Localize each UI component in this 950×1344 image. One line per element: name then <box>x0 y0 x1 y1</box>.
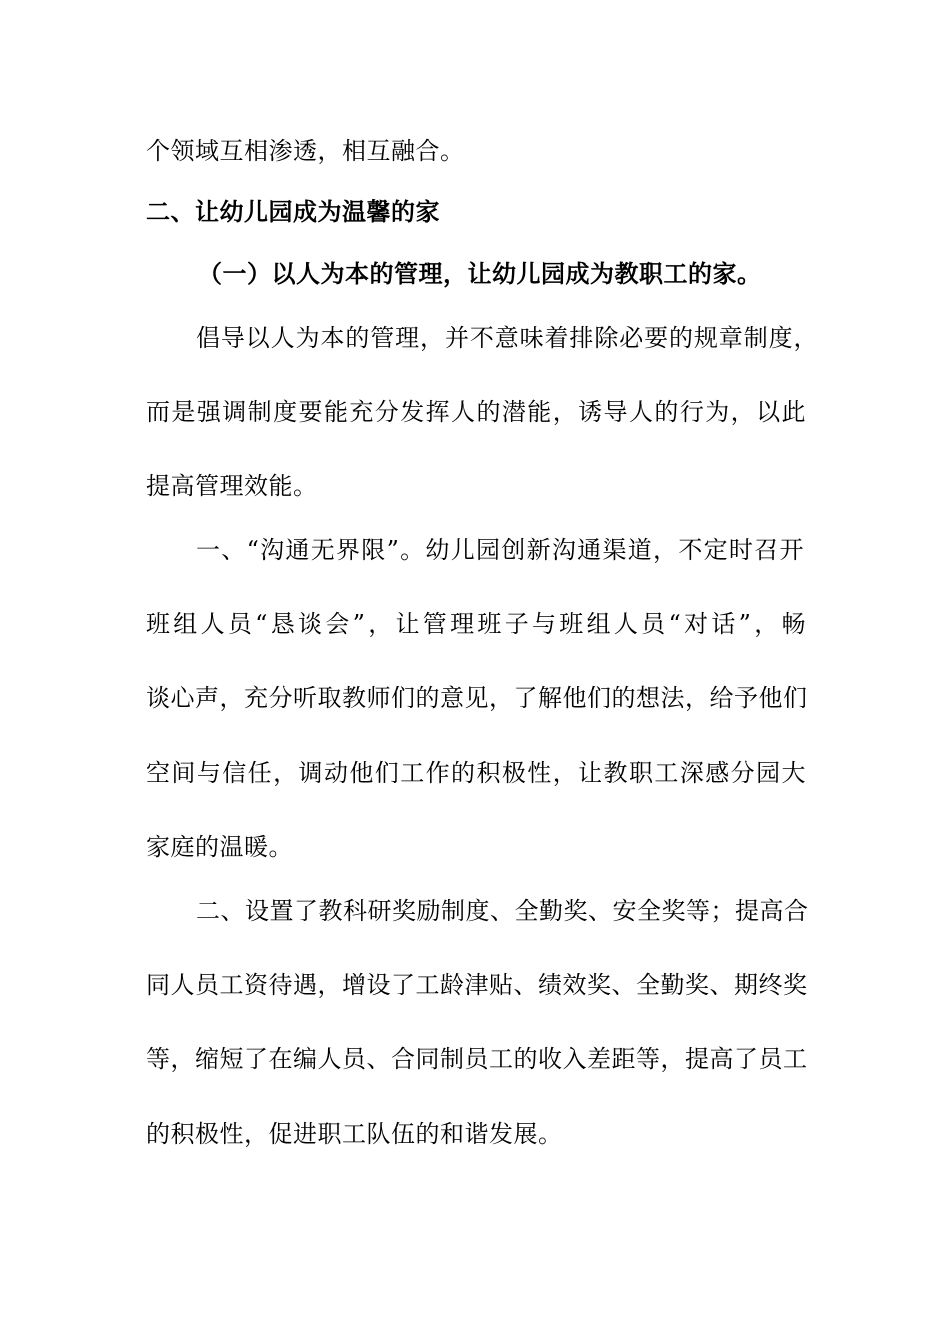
section-heading: 二、让幼儿园成为温馨的家 <box>146 198 440 226</box>
paragraph-line: 班组人员“恳谈会”，让管理班子与班组人员“对话”，畅 <box>146 610 806 638</box>
paragraph-line: 而是强调制度要能充分发挥人的潜能，诱导人的行为，以此 <box>146 398 806 426</box>
paragraph-line: 等，缩短了在编人员、合同制员工的收入差距等，提高了员工 <box>146 1045 808 1073</box>
paragraph-line: 谈心声，充分听取教师们的意见，了解他们的想法，给予他们 <box>146 684 808 712</box>
paragraph-line: 提高管理效能。 <box>146 472 318 500</box>
paragraph-line: 一、“沟通无界限”。幼儿园创新沟通渠道，不定时召开 <box>196 536 804 564</box>
paragraph-line: 空间与信任，调动他们工作的积极性，让教职工深感分园大 <box>146 759 806 787</box>
paragraph-line: 个领域互相渗透，相互融合。 <box>146 137 465 165</box>
paragraph-line: 的积极性，促进职工队伍的和谐发展。 <box>146 1120 563 1148</box>
paragraph-line: 家庭的温暖。 <box>146 833 293 861</box>
paragraph-line: 倡导以人为本的管理，并不意味着排除必要的规章制度， <box>196 324 818 352</box>
paragraph-line: 同人员工资待遇，增设了工龄津贴、绩效奖、全勤奖、期终奖 <box>146 971 808 999</box>
subsection-heading: （一）以人为本的管理，让幼儿园成为教职工的家。 <box>198 260 762 288</box>
paragraph-line: 二、设置了教科研奖励制度、全勤奖、安全奖等；提高合 <box>196 897 809 925</box>
